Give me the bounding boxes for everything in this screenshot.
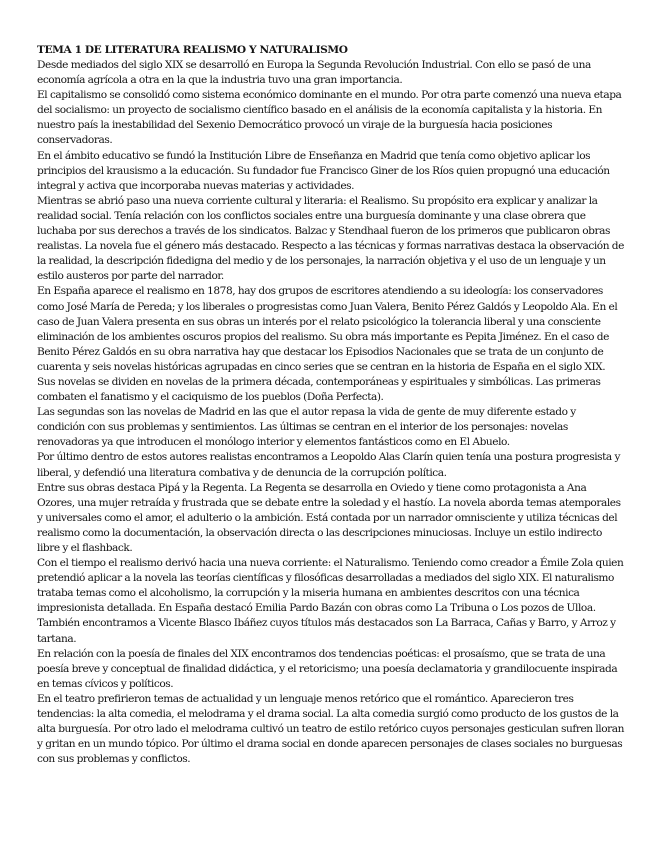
paragraph: En el ámbito educativo se fundó la Institución Libre de Enseñanza en Madrid que tenía como objetivo aplicar los principios del krausismo a la educación. Su fundador fue Francisco Giner de los Ríos quien propugnó una educación integral y activa que incorporaba nuevas materias y actividades. [37, 149, 610, 192]
paragraph: Desde mediados del siglo XIX se desarrolló en Europa la Segunda Revolución Industrial. Con ello se pasó de una economía agrícola a otra en la que la industria tuvo una gran importancia. [37, 59, 591, 87]
paragraph: Las segundas son las novelas de Madrid en las que el autor repasa la vida de gente de muy diferente estado y condición con sus problemas y sentimientos. Las últimas se centran en el interior de los personajes: novelas renovadoras ya que introducen el monólogo interior y elementos fantásticos como en El Abuelo. [37, 406, 576, 449]
paragraph: En España aparece el realismo en 1878, hay dos grupos de escritores atendiendo a su ideología: los conservadores como José María de Pereda; y los liberales o progresistas como Juan Valera, Benito Pérez Galdós y Leopoldo Ala. En el caso de Juan Valera presenta en sus obras un interés por el relato psicológico la tolerancia liberal y una consciente eliminación de los ambientes oscuros propios del realismo. Su obra más importante es Pepita Jiménez. En el caso de Benito Pérez Galdós en su obra narrativa hay que destacar los Episodios Nacionales que se trata de un conjunto de cuarenta y seis novelas históricas agrupadas en cinco series que se centran en la historia de España en el siglo XIX. Sus novelas se dividen en novelas de la primera década, contemporáneas y espirituales y simbólicas. Las primeras combaten el fanatismo y el caciquismo de los pueblos (Doña Perfecta). [37, 285, 618, 404]
paragraph: Con el tiempo el realismo derivó hacia una nueva corriente: el Naturalismo. Teniendo como creador a Émile Zola quien pretendió aplicar a la novela las teorías científicas y filosóficas desarrolladas a mediados del siglo XIX. El naturalismo trataba temas como el alcoholismo, la corrupción y la miseria humana en ambientes descritos con una técnica impresionista detallada. En España destacó Emilia Pardo Bazán con obras como La Tribuna o Los pozos de Ulloa. También encontramos a Vicente Blasco Ibáñez cuyos títulos más destacados son La Barraca, Cañas y Barro, y Arroz y tartana. [37, 557, 624, 645]
paragraph: Por último dentro de estos autores realistas encontramos a Leopoldo Alas Clarín quien tenía una postura progresista y liberal, y defendió una literatura combativa y de denuncia de la corrupción política. [37, 451, 621, 479]
paragraph: El capitalismo se consolidó como sistema económico dominante en el mundo. Por otra parte comenzó una nueva etapa del socialismo: un proyecto de socialismo científico basado en el análisis de la economía capitalista y la historia. En nuestro país la inestabilidad del Sexenio Democrático provocó un viraje de la burguesía hacia posiciones conservadoras. [37, 89, 622, 147]
paragraph: Mientras se abrió paso una nueva corriente cultural y literaria: el Realismo. Su propósito era explicar y analizar la realidad social. Tenía relación con los conflictos sociales entre una burguesía dominante y una clase obrera que luchaba por sus derechos a través de los sindicatos. Balzac y Stendhaal fueron de los primeros que publicaron obras realistas. La novela fue el género más destacado. Respecto a las técnicas y formas narrativas destaca la observación de la realidad, la descripción fidedigna del medio y de los personajes, la narración objetiva y el uso de un lenguaje y un estilo austeros por parte del narrador. [37, 194, 624, 283]
paragraph: En relación con la poesía de finales del XIX encontramos dos tendencias poéticas: el prosaísmo, que se trata de una poesía breve y conceptual de finalidad didáctica, y el retoricismo; una poesía declamatoria y grandilocuente inspirada en temas cívicos y políticos. [37, 647, 618, 690]
paragraph: En el teatro prefirieron temas de actualidad y un lenguaje menos retórico que el romántico. Aparecieron tres tendencias: la alta comedia, el melodrama y el drama social. La alta comedia surgió como producto de los gustos de la alta burguesía. Por otro lado el melodrama cultivó un teatro de estilo retórico cuyos personajes gesticulan sufren lloran y gritan en un mundo tópico. Por último el drama social en donde aparecen personajes de clases sociales no burguesas con sus problemas y conflictos. [37, 692, 625, 766]
paragraph: Entre sus obras destaca Pipá y la Regenta. La Regenta se desarrolla en Oviedo y tiene como protagonista a Ana Ozores, una mujer retraída y frustrada que se debate entre la soledad y el hastío. La novela aborda temas atemporales y universales como el amor, el adulterio o la ambición. Está contada por un narrador omnisciente y utiliza técnicas del realismo como la documentación, la observación directa o las descripciones minuciosas. Incluye un estilo indirecto libre y el flashback. [37, 481, 621, 554]
document-title: TEMA 1 DE LITERATURA REALISMO Y NATURALISMO [37, 44, 348, 56]
